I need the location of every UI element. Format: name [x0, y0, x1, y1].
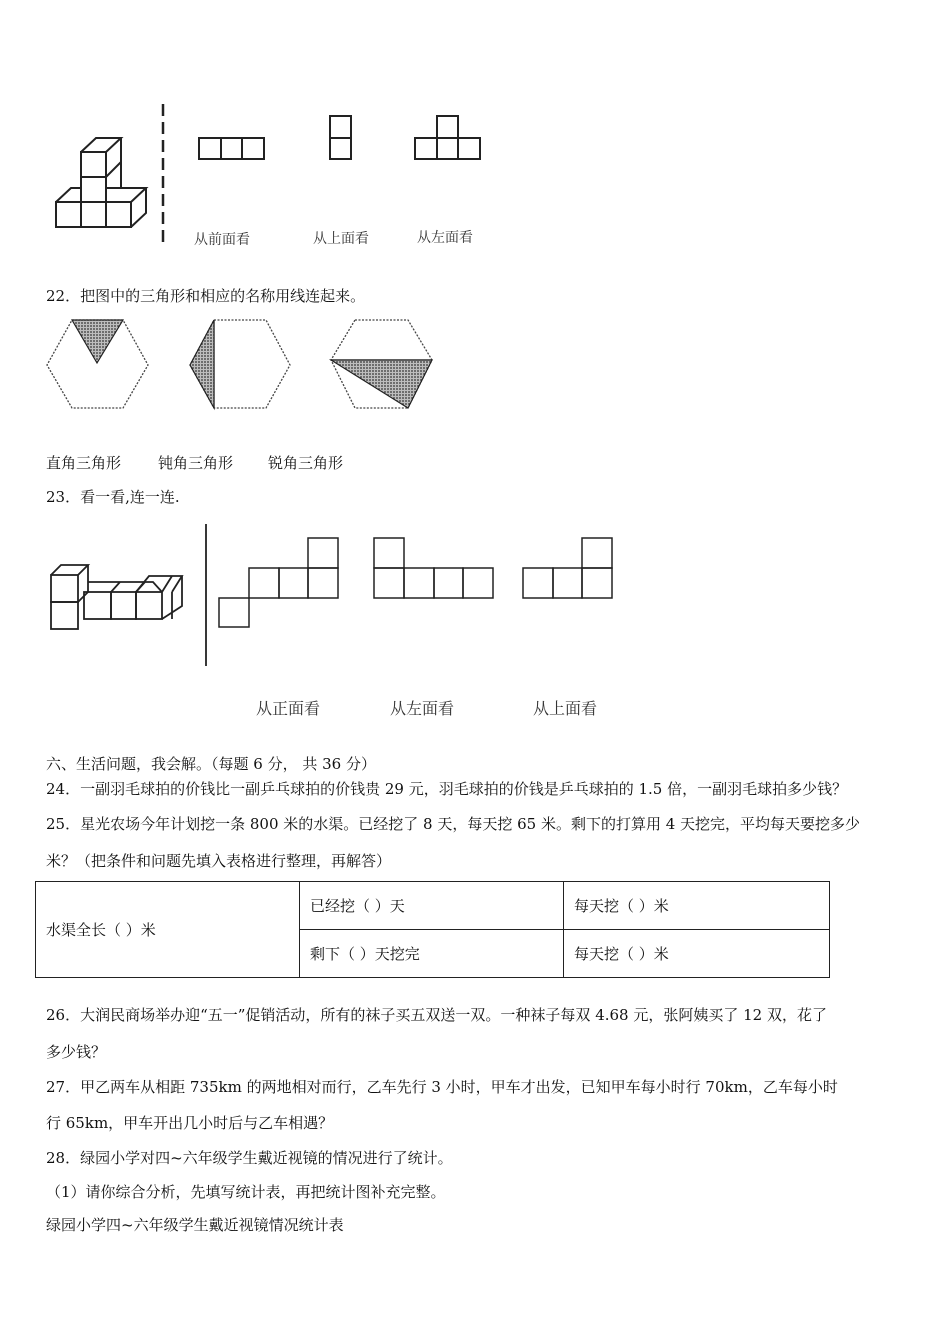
q22-shaded-triangle-2: [190, 320, 214, 408]
fig21-label-front: 从前面看: [194, 232, 250, 248]
q25-cell-remain-days: 剩下（ ）天挖完: [300, 930, 564, 978]
q27-line2: 行 65km，甲车开出几小时后与乙车相遇？: [46, 1114, 334, 1132]
q28-table-title: 绿园小学四~六年级学生戴近视镜情况统计表: [46, 1216, 344, 1234]
q25-line1: 25．星光农场今年计划挖一条 800 米的水渠。已经挖了 8 天，每天挖 65 米。剩下的打算用 4 天挖完，平均每天要挖多少: [46, 815, 861, 833]
q22-name-right: 直角三角形: [46, 454, 122, 472]
fig21-label-left: 从左面看: [417, 230, 473, 246]
q21-cube-stack-figure: [0, 0, 950, 260]
fig21-label-top: 从上面看: [313, 231, 369, 247]
q27-line1: 27．甲乙两车从相距 735km 的两地相对而行，乙车先行 3 小时，甲车才出发，已知甲车每小时行 70km，乙车每小时: [46, 1078, 838, 1096]
q25-cell-remain-rate: 每天挖（ ）米: [564, 930, 830, 978]
q25-cell-done-rate: 每天挖（ ）米: [564, 882, 830, 930]
section6-title: 六、生活问题，我会解。（每题 6 分， 共 36 分）: [46, 755, 376, 773]
q23-label-top: 从上面看: [533, 699, 598, 718]
q22-shaded-triangle-3: [331, 360, 432, 408]
q22-shaded-triangle-1: [72, 320, 123, 363]
q28-text: 28．绿园小学对四~六年级学生戴近视镜的情况进行了统计。: [46, 1149, 453, 1167]
q26-line2: 多少钱？: [46, 1043, 107, 1061]
q23-label-front: 从正面看: [256, 699, 321, 718]
q22-name-acute: 锐角三角形: [268, 454, 344, 472]
q28-sub1: （1）请你综合分析，先填写统计表，再把统计图补充完整。: [46, 1183, 446, 1201]
q25-line2: 米？（把条件和问题先填入表格进行整理，再解答）: [46, 852, 392, 870]
q23-text: 23．看一看,连一连.: [46, 488, 180, 506]
q26-line1: 26．大润民商场举办迎“五一”促销活动，所有的袜子买五双送一双。一种袜子每双 4.68 元，张阿姨买了 12 双，花了: [46, 1006, 827, 1024]
q22-hexagon-figures: [0, 310, 950, 420]
q25-table: [35, 881, 830, 978]
q25-cell-done-days: 已经挖（ ）天: [300, 882, 564, 930]
q24-text: 24．一副羽毛球拍的价钱比一副乒乓球拍的价钱贵 29 元，羽毛球拍的价钱是乒乓球拍的 1.5 倍，一副羽毛球拍多少钱？: [46, 780, 848, 798]
q22-text: 22．把图中的三角形和相应的名称用线连起来。: [46, 287, 366, 305]
q22-name-obtuse: 钝角三角形: [158, 454, 234, 472]
q23-label-left: 从左面看: [390, 699, 455, 718]
q23-views-figure: [0, 520, 950, 670]
q25-cell-total: 水渠全长（ ）米: [36, 882, 300, 978]
